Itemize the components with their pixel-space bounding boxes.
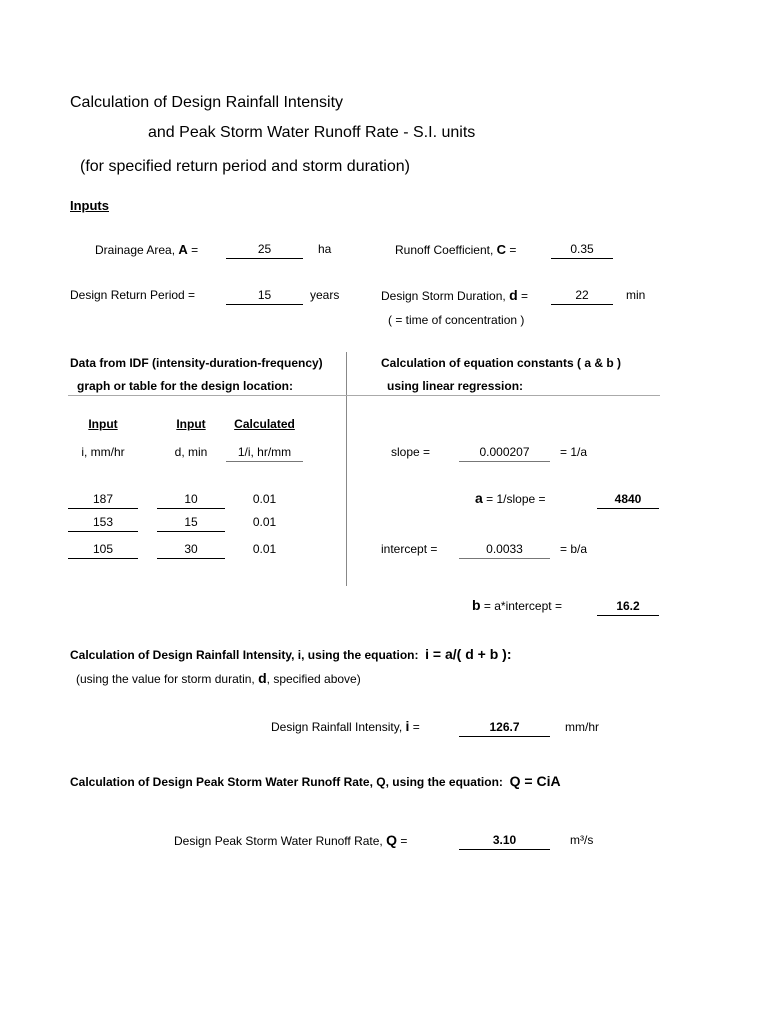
- idf-heading: Data from IDF (intensity-duration-frequency): [70, 356, 323, 370]
- idf-units-underline: [226, 461, 303, 462]
- idf-col-d-header: Input: [176, 417, 206, 431]
- idf-row-2-d[interactable]: 15: [184, 515, 198, 529]
- slope-underline: [459, 461, 550, 462]
- section-divider-vertical: [346, 352, 347, 586]
- idf-row-2-d-underline: [157, 531, 225, 532]
- intensity-note: (using the value for storm duratin, d, specified above): [76, 670, 361, 686]
- idf-row-1-d-underline: [157, 508, 225, 509]
- b-underline: [597, 615, 659, 616]
- idf-row-3-d-underline: [157, 558, 225, 559]
- design-intensity-unit: mm/hr: [565, 720, 599, 734]
- storm-duration-underline: [551, 304, 613, 305]
- slope-label: slope =: [391, 445, 431, 459]
- slope-unit: = 1/a: [560, 445, 588, 459]
- section-divider-horizontal: [68, 395, 660, 396]
- storm-duration-unit: min: [626, 288, 646, 302]
- idf-row-2-inv: 0.01: [252, 515, 277, 529]
- idf-col-d-units: d, min: [174, 445, 208, 459]
- b-label: b = a*intercept =: [472, 597, 562, 613]
- idf-heading-2: graph or table for the design location:: [77, 379, 294, 393]
- intercept-underline: [459, 558, 550, 559]
- drainage-area-label: Drainage Area, A =: [95, 242, 199, 257]
- regression-heading: Calculation of equation constants ( a & b ): [381, 356, 622, 370]
- design-intensity-value: 126.7: [489, 720, 520, 734]
- drainage-area-unit: ha: [318, 242, 332, 256]
- idf-col-i-units: i, mm/hr: [81, 445, 125, 459]
- slope-value: 0.000207: [479, 445, 530, 459]
- storm-duration-note: ( = time of concentration ): [388, 313, 525, 327]
- b-value: 16.2: [616, 599, 640, 613]
- design-runoff-unit: m³/s: [570, 833, 594, 847]
- a-label: a = 1/slope =: [475, 490, 546, 506]
- idf-col-inv-header: Calculated: [234, 417, 295, 431]
- idf-row-2-i-underline: [68, 531, 138, 532]
- idf-row-3-inv: 0.01: [252, 542, 277, 556]
- idf-row-3-i-underline: [68, 558, 138, 559]
- idf-col-i-header: Input: [88, 417, 118, 431]
- a-value: 4840: [614, 492, 642, 506]
- storm-duration-label: Design Storm Duration, d =: [381, 287, 528, 303]
- page-subtitle: and Peak Storm Water Runoff Rate - S.I. units: [148, 124, 476, 141]
- return-period-underline: [226, 304, 303, 305]
- regression-heading-2: using linear regression:: [387, 379, 524, 393]
- return-period-field[interactable]: 15: [257, 288, 272, 302]
- idf-row-1-i[interactable]: 187: [92, 492, 114, 506]
- intercept-unit: = b/a: [560, 542, 588, 556]
- runoff-coefficient-underline: [551, 258, 613, 259]
- intensity-heading: Calculation of Design Rainfall Intensity, i, using the equation: i = a/( d + b ):: [70, 646, 512, 662]
- design-runoff-label: Design Peak Storm Water Runoff Rate, Q =: [174, 832, 408, 848]
- page-subtitle-note: (for specified return period and storm duration): [80, 158, 410, 175]
- return-period-unit: years: [310, 288, 340, 302]
- idf-row-1-inv: 0.01: [252, 492, 277, 506]
- intercept-label: intercept =: [381, 542, 438, 556]
- runoff-coefficient-field[interactable]: 0.35: [570, 242, 594, 256]
- drainage-area-underline: [226, 258, 303, 259]
- design-runoff-value: 3.10: [492, 833, 517, 847]
- idf-row-2-i[interactable]: 153: [92, 515, 114, 529]
- idf-row-1-i-underline: [68, 508, 138, 509]
- intercept-value: 0.0033: [486, 542, 523, 556]
- idf-row-1-d[interactable]: 10: [184, 492, 198, 506]
- idf-row-3-i[interactable]: 105: [92, 542, 114, 556]
- a-underline: [597, 508, 659, 509]
- return-period-label: Design Return Period =: [70, 288, 196, 302]
- design-runoff-underline: [459, 849, 550, 850]
- inputs-heading: Inputs: [70, 198, 109, 213]
- runoff-coefficient-label: Runoff Coefficient, C =: [395, 242, 517, 257]
- idf-col-inv-units: 1/i, hr/mm: [237, 445, 292, 459]
- page-title: Calculation of Design Rainfall Intensity: [70, 94, 344, 111]
- idf-row-3-d[interactable]: 30: [184, 542, 198, 556]
- design-intensity-underline: [459, 736, 550, 737]
- design-intensity-label: Design Rainfall Intensity, i =: [271, 718, 420, 734]
- drainage-area-field[interactable]: 25: [257, 242, 272, 256]
- runoff-heading: Calculation of Design Peak Storm Water Runoff Rate, Q, using the equation: Q = CiA: [70, 773, 561, 789]
- storm-duration-field[interactable]: 22: [575, 288, 589, 302]
